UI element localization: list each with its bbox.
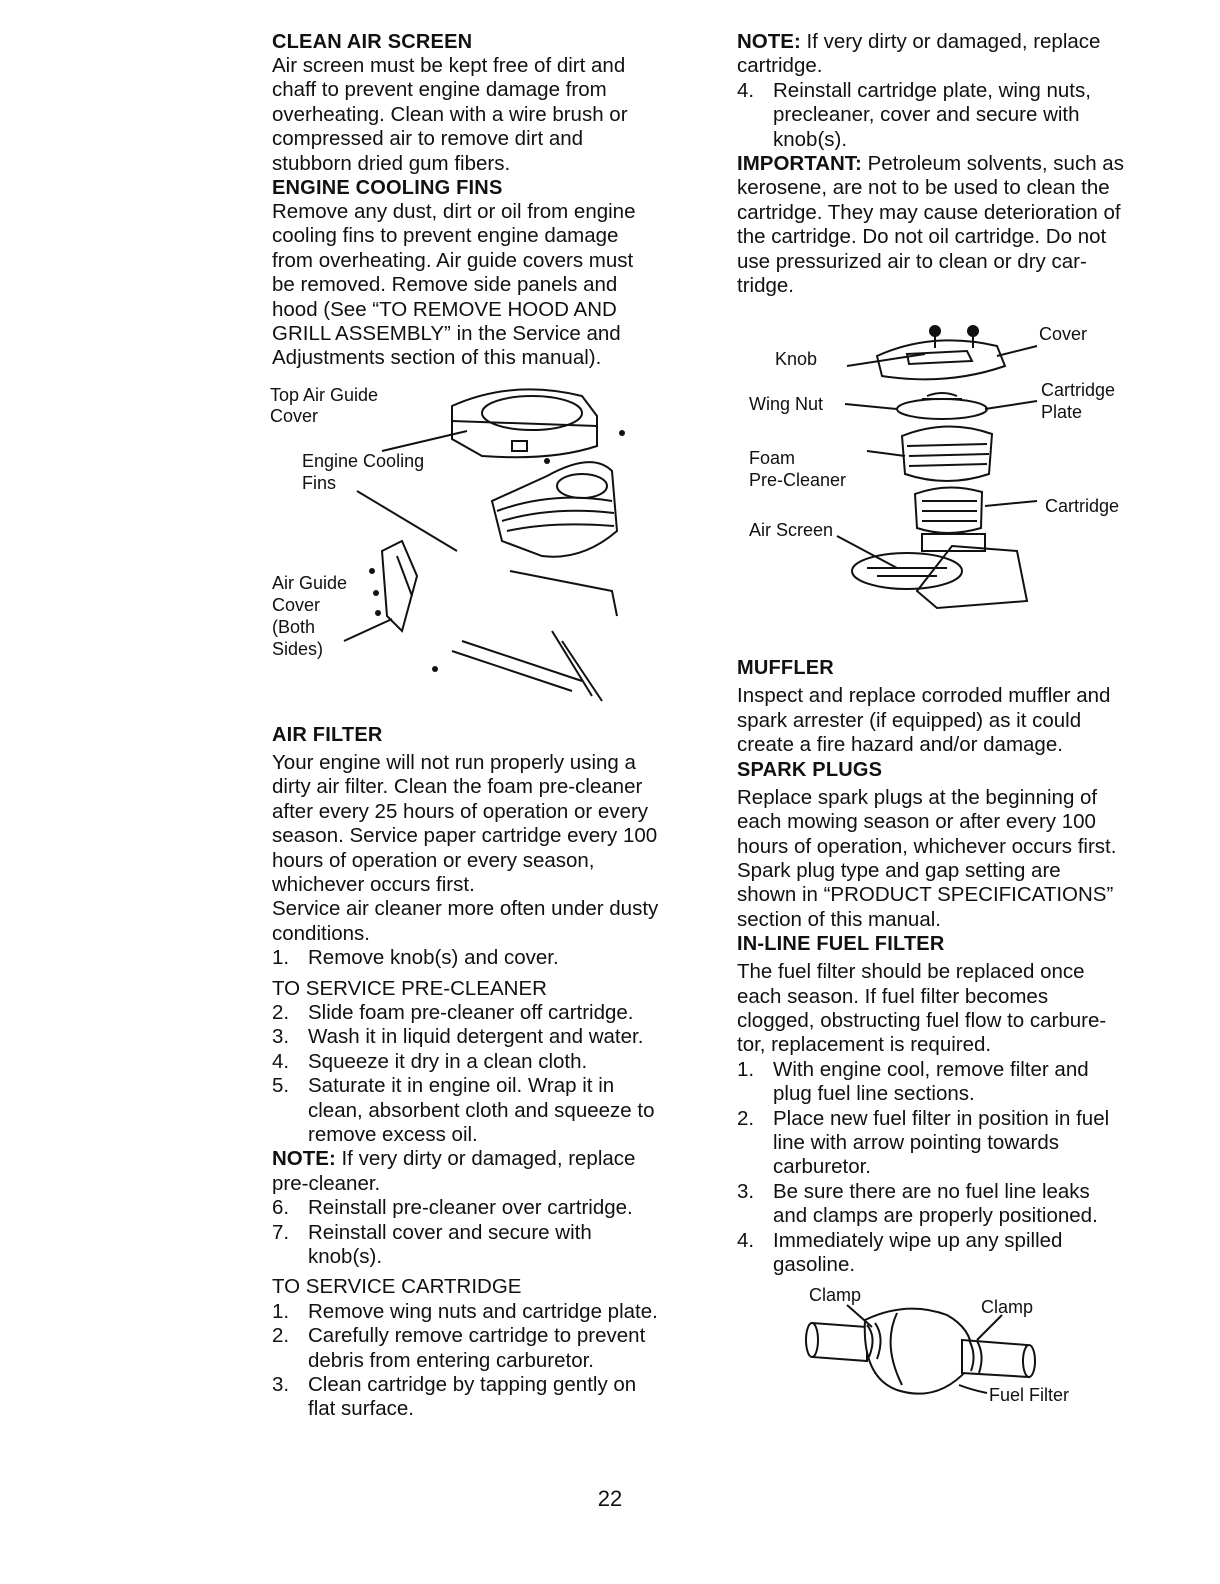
text-line: Inspect and replace corroded muffler and: [737, 684, 1111, 708]
text-line: Your engine will not run properly using a: [272, 750, 636, 774]
step-text: and clamps are properly positioned.: [773, 1204, 1098, 1228]
label-sides: Sides): [272, 638, 324, 659]
cartridge-heading: TO SERVICE CARTRIDGE: [272, 1275, 522, 1299]
list-item: [737, 79, 1177, 152]
step-number: 1.: [272, 1299, 290, 1323]
text-line: from overheating. Air guide covers must: [272, 248, 634, 272]
label-engine-cooling: Engine Cooling: [302, 450, 425, 471]
air-filter-extra: [272, 897, 720, 946]
step-number: 6.: [272, 1196, 290, 1220]
step-text: Be sure there are no fuel line leaks: [773, 1179, 1090, 1203]
text-line: GRILL ASSEMBLY” in the Service and: [272, 322, 621, 346]
text-line: hood (See “TO REMOVE HOOD AND: [272, 297, 617, 321]
step-text: knob(s).: [308, 1245, 383, 1268]
text-line: stubborn dried gum fibers.: [272, 151, 511, 175]
label-fuel-filter: Fuel Filter: [989, 1385, 1070, 1406]
step-text: precleaner, cover and secure with: [773, 103, 1080, 127]
text-line: chaff to prevent engine damage from: [272, 78, 607, 102]
text-line: be removed. Remove side panels and: [272, 273, 618, 297]
text-line: The fuel filter should be replaced once: [737, 960, 1085, 984]
text-line: hours of operation or every season,: [272, 848, 595, 872]
step-number: 3.: [737, 1179, 755, 1203]
text-line: after every 25 hours of operation or every: [272, 799, 649, 823]
list-item: [272, 1373, 720, 1422]
step-text: debris from entering carburetor.: [308, 1348, 594, 1372]
label-cartridge-plate-2: Plate: [1041, 402, 1083, 423]
list-item: [272, 1324, 720, 1373]
label-fins: Fins: [302, 472, 337, 493]
text-line: cartridge. They may cause deterioration of: [737, 200, 1121, 224]
label-pre-cleaner: Pre-Cleaner: [749, 470, 847, 491]
label-clamp-right: Clamp: [981, 1297, 1034, 1318]
step-number: 1.: [737, 1057, 755, 1081]
text-line: tridge.: [737, 274, 794, 298]
engine-cooling-fins-text: [272, 200, 720, 371]
text-line: Air screen must be kept free of dirt and: [272, 54, 626, 77]
text-line: Spark plug type and gap setting are: [737, 858, 1061, 882]
list-item: [737, 1229, 1177, 1278]
step-text: Slide foam pre-cleaner off cartridge.: [308, 1000, 634, 1024]
text-line: shown in “PRODUCT SPECIFICATIONS”: [737, 883, 1114, 907]
list-item: [272, 1074, 720, 1147]
text-line: cooling fins to prevent engine damage: [272, 224, 619, 248]
text-line: the cartridge. Do not oil cartridge. Do not: [737, 225, 1107, 249]
step-number: 4.: [272, 1049, 290, 1073]
engine-illustration: [252, 381, 692, 711]
label-top-air-guide-cover: Cover: [270, 405, 319, 426]
text-line: use pressurized air to clean or dry car-: [737, 249, 1087, 273]
note-label: NOTE:: [272, 1147, 336, 1171]
spark-plugs-text: [737, 786, 1177, 932]
text-line: each season. If fuel filter becomes: [737, 984, 1049, 1008]
step-number: 2.: [272, 1324, 290, 1348]
section-title-clean-air-screen: CLEAN AIR SCREEN: [272, 31, 473, 53]
step-text: Squeeze it dry in a clean cloth.: [308, 1049, 588, 1073]
note-text: If very dirty or damaged, replace: [800, 30, 1101, 53]
right-column: [737, 30, 1177, 1415]
section-title-engine-cooling-fins: ENGINE COOLING FINS: [272, 177, 503, 200]
label-knob: Knob: [775, 349, 818, 370]
step-number: 3.: [272, 1373, 290, 1397]
text-line: Adjustments section of this manual).: [272, 346, 602, 370]
important-text: Petroleum solvents, such as: [861, 152, 1124, 176]
step-text: Remove knob(s) and cover.: [308, 946, 559, 970]
air-filter-figure: [737, 306, 1177, 656]
text-line: kerosene, are not to be used to clean the: [737, 176, 1110, 200]
step-text: Reinstall cover and secure with: [308, 1220, 592, 1244]
step-text: Immediately wipe up any spilled: [773, 1228, 1063, 1252]
step-text: Remove wing nuts and cartridge plate.: [308, 1299, 658, 1323]
text-line: Remove any dust, dirt or oil from engine: [272, 200, 636, 224]
label-clamp-left: Clamp: [809, 1285, 862, 1306]
step-text: Reinstall pre-cleaner over cartridge.: [308, 1196, 633, 1220]
step-text: Wash it in liquid detergent and water.: [308, 1025, 644, 1049]
step-list: [272, 946, 720, 970]
note-text: If very dirty or damaged, replace: [335, 1147, 636, 1171]
step-text: gasoline.: [773, 1253, 856, 1276]
label-top-air-guide: Top Air Guide: [270, 384, 379, 405]
list-item: [272, 1001, 720, 1025]
pre-cleaner-steps: [272, 1001, 720, 1147]
text-line: conditions.: [272, 921, 371, 945]
note-label: NOTE:: [737, 30, 801, 53]
label-air-screen: Air Screen: [749, 520, 834, 541]
step-text: Place new fuel filter in position in fuel: [773, 1106, 1110, 1130]
label-air-guide-cover: Cover: [272, 594, 321, 615]
section-title-muffler: MUFFLER: [737, 657, 834, 680]
text-line: dirty air filter. Clean the foam pre-cleaner: [272, 775, 643, 799]
list-item: [272, 1025, 720, 1049]
step-number: 1.: [272, 946, 290, 970]
text-line: each mowing season or after every 100: [737, 810, 1096, 834]
step-text: remove excess oil.: [308, 1122, 478, 1146]
text-line: Service air cleaner more often under dusty: [272, 897, 659, 921]
label-foam: Foam: [749, 448, 796, 469]
text-line: overheating. Clean with a wire brush or: [272, 102, 628, 126]
air-filter-text: [272, 751, 720, 897]
note-text: pre-cleaner.: [272, 1171, 381, 1195]
label-both: (Both: [272, 616, 316, 637]
list-item: [272, 1300, 720, 1324]
text-line: hours of operation, whichever occurs first.: [737, 834, 1117, 858]
label-air-guide: Air Guide: [272, 572, 348, 593]
step-number: 2.: [737, 1106, 755, 1130]
fuel-filter-illustration: [737, 1285, 1177, 1415]
step-text: clean, absorbent cloth and squeeze to: [308, 1098, 655, 1122]
label-cartridge: Cartridge: [1045, 496, 1120, 517]
step-number: 4.: [737, 1228, 755, 1252]
list-item: [272, 1221, 720, 1270]
step-text: With engine cool, remove filter and: [773, 1057, 1089, 1081]
page-number: 22: [597, 1486, 623, 1511]
step-number: 4.: [737, 78, 755, 102]
step-text: line with arrow pointing towards: [773, 1130, 1059, 1154]
important-notice: [737, 152, 1177, 298]
step-text: knob(s).: [773, 127, 848, 151]
list-item: [272, 1050, 720, 1074]
fuel-filter-steps: [737, 1058, 1177, 1278]
section-title-air-filter: AIR FILTER: [272, 723, 383, 746]
step-number: 7.: [272, 1220, 290, 1244]
text-line: whichever occurs first.: [272, 872, 475, 896]
label-wing-nut: Wing Nut: [749, 394, 824, 415]
text-line: spark arrester (if equipped) as it could: [737, 708, 1082, 732]
list-item: [737, 1107, 1177, 1180]
section-title-fuel-filter: IN-LINE FUEL FILTER: [737, 933, 945, 956]
list-item: [272, 1196, 720, 1220]
text-line: tor, replacement is required.: [737, 1033, 992, 1057]
text-line: create a fire hazard and/or damage.: [737, 733, 1063, 757]
step-text: Reinstall cartridge plate, wing nuts,: [773, 78, 1091, 102]
fuel-filter-figure: [737, 1285, 1177, 1415]
note-pre-cleaner: [272, 1147, 720, 1196]
text-line: Replace spark plugs at the beginning of: [737, 785, 1098, 809]
note-text: cartridge.: [737, 54, 823, 78]
step-text: Clean cartridge by tapping gently on: [308, 1373, 637, 1397]
list-item: [737, 1058, 1177, 1107]
engine-cooling-figure: [252, 381, 720, 711]
note-cartridge: [737, 30, 1177, 79]
step-number: 3.: [272, 1025, 290, 1049]
pre-cleaner-steps-2: [272, 1196, 720, 1269]
step-number: 2.: [272, 1000, 290, 1024]
cartridge-steps: [272, 1300, 720, 1422]
step-number: 5.: [272, 1074, 290, 1098]
step-text: plug fuel line sections.: [773, 1082, 975, 1106]
label-cover: Cover: [1039, 324, 1088, 345]
important-label: IMPORTANT:: [737, 152, 862, 176]
text-line: clogged, obstructing fuel flow to carbure-: [737, 1008, 1107, 1032]
step-text: carburetor.: [773, 1155, 871, 1179]
cartridge-step-4: [737, 79, 1177, 152]
clean-air-screen-text: [272, 54, 720, 176]
step-text: Carefully remove cartridge to prevent: [308, 1324, 646, 1348]
left-column: [272, 30, 720, 1422]
text-line: compressed air to remove dirt and: [272, 127, 584, 151]
step-text: Saturate it in engine oil. Wrap it in: [308, 1074, 615, 1098]
text-line: season. Service paper cartridge every 100: [272, 824, 658, 848]
step-text: flat surface.: [308, 1397, 414, 1421]
text-line: section of this manual.: [737, 907, 941, 931]
list-item: [737, 1180, 1177, 1229]
muffler-text: [737, 684, 1177, 757]
pre-cleaner-heading: TO SERVICE PRE-CLEANER: [272, 976, 547, 1000]
fuel-filter-text: [737, 960, 1177, 1058]
label-cartridge-plate-1: Cartridge: [1041, 380, 1116, 401]
list-item: [272, 946, 720, 970]
section-title-spark-plugs: SPARK PLUGS: [737, 758, 883, 781]
